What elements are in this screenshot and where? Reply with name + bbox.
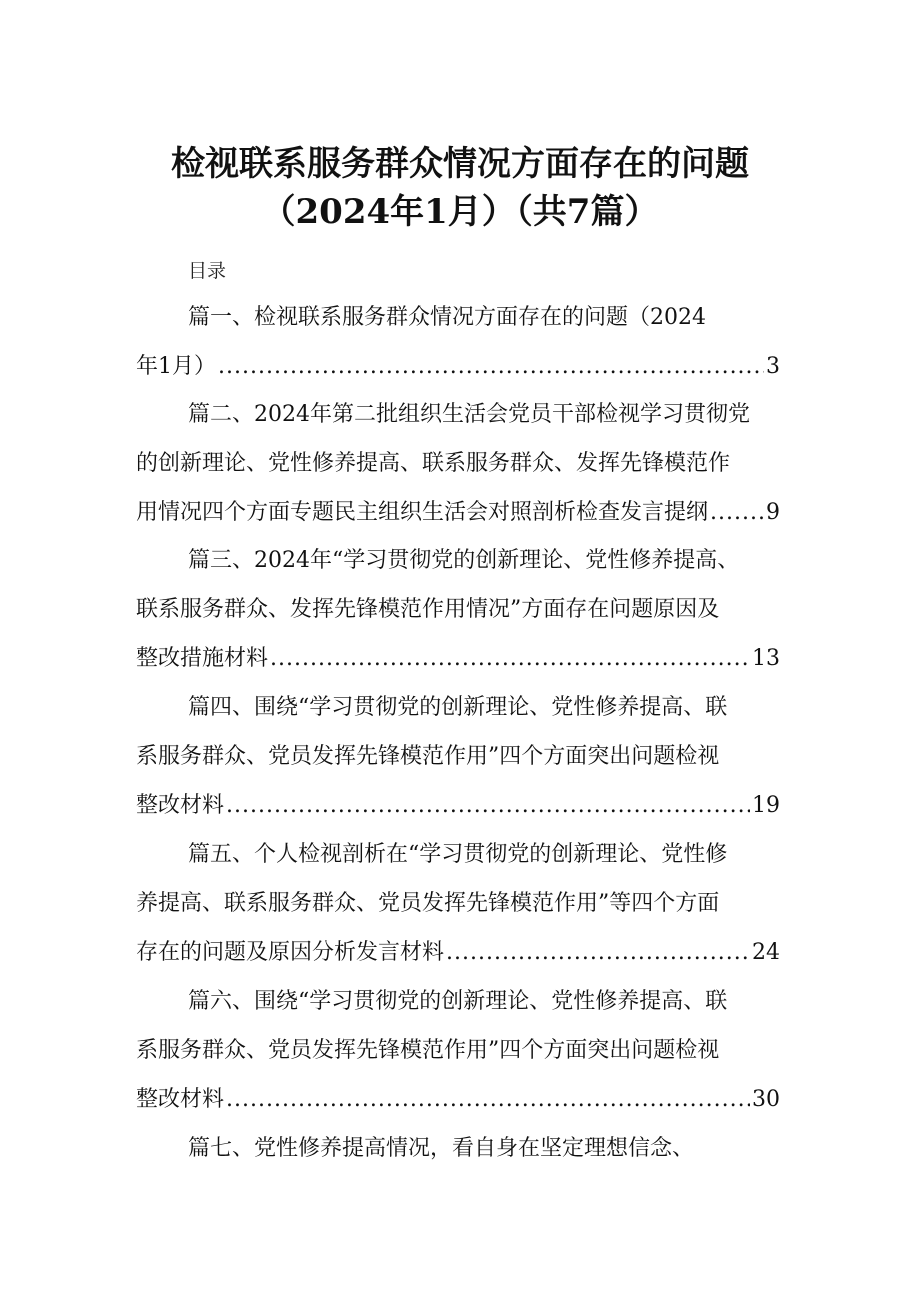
toc-entry-text-line: 系服务群众、党员发挥先锋模范作用”四个方面突出问题检视 [136, 744, 720, 769]
toc-entry[interactable] [136, 293, 780, 391]
toc-entry[interactable] [136, 683, 780, 830]
toc-dot-leader [226, 781, 750, 830]
toc-dot-leader [218, 342, 764, 391]
toc-entry-text-line: 篇一、检视联系服务群众情况方面存在的问题（2024 [188, 305, 706, 330]
toc-page-number: 30 [752, 1087, 780, 1112]
toc-label: 目录 [188, 260, 227, 282]
toc-page-number: 13 [752, 646, 780, 671]
toc-entry-text-line: 篇四、围绕“学习贯彻党的创新理论、党性修养提高、联 [188, 695, 728, 720]
toc-entry[interactable] [136, 536, 780, 683]
toc-page-number: 3 [766, 354, 780, 379]
toc-entry[interactable] [136, 1124, 780, 1173]
toc-entry-text-line: 篇七、党性修养提高情况，看自身在坚定理想信念、 [188, 1136, 695, 1161]
toc-entry-text-line: 年1月） [136, 354, 216, 379]
toc-entry-text-line: 存在的问题及原因分析发言材料 [136, 940, 445, 965]
toc-entry-final-line [136, 488, 780, 537]
toc-page-number: 9 [766, 500, 780, 525]
toc-entry-final-line [136, 928, 780, 977]
toc-entry-text-line: 的创新理论、党性修养提高、联系服务群众、发挥先锋模范作 [136, 451, 731, 476]
toc-entry-final-line [136, 781, 780, 830]
toc-dot-leader [226, 1075, 750, 1124]
toc-entry-final-line [136, 1075, 780, 1124]
toc-dot-leader [710, 488, 764, 537]
toc-entry-final-line [136, 634, 780, 683]
toc-entry[interactable] [136, 977, 780, 1124]
toc-dot-leader [446, 928, 750, 977]
toc-page-number: 24 [752, 940, 780, 965]
document-title-line-2: （2024年1月）（共7篇） [261, 192, 659, 232]
document-title-line-1: 检视联系服务群众情况方面存在的问题 [171, 144, 749, 184]
toc-dot-leader [270, 634, 750, 683]
toc-entry-text-line: 系服务群众、党员发挥先锋模范作用”四个方面突出问题检视 [136, 1038, 720, 1063]
toc-entry-final-line [136, 342, 780, 391]
toc-entry-text-line: 篇六、围绕“学习贯彻党的创新理论、党性修养提高、联 [188, 989, 728, 1014]
toc-entry-text-line: 篇五、个人检视剖析在“学习贯彻党的创新理论、党性修 [188, 842, 728, 867]
toc-entry[interactable] [136, 390, 780, 537]
toc-entry-text-line: 整改材料 [136, 793, 225, 818]
toc-entry-text-line: 篇三、2024年“学习贯彻党的创新理论、党性修养提高、 [188, 548, 740, 573]
toc-entry-text-line: 联系服务群众、发挥先锋模范作用情况”方面存在问题原因及 [136, 597, 720, 622]
toc-page-number: 19 [752, 793, 780, 818]
toc-entry-text-line: 篇二、2024年第二批组织生活会党员干部检视学习贯彻党 [188, 402, 750, 427]
toc-entry-text-line: 养提高、联系服务群众、党员发挥先锋模范作用”等四个方面 [136, 891, 720, 916]
toc-entry-text-line: 整改措施材料 [136, 646, 269, 671]
toc-entry-text-line: 用情况四个方面专题民主组织生活会对照剖析检查发言提纲 [136, 500, 709, 525]
toc-entry-text-line: 整改材料 [136, 1087, 225, 1112]
toc-entry[interactable] [136, 830, 780, 977]
